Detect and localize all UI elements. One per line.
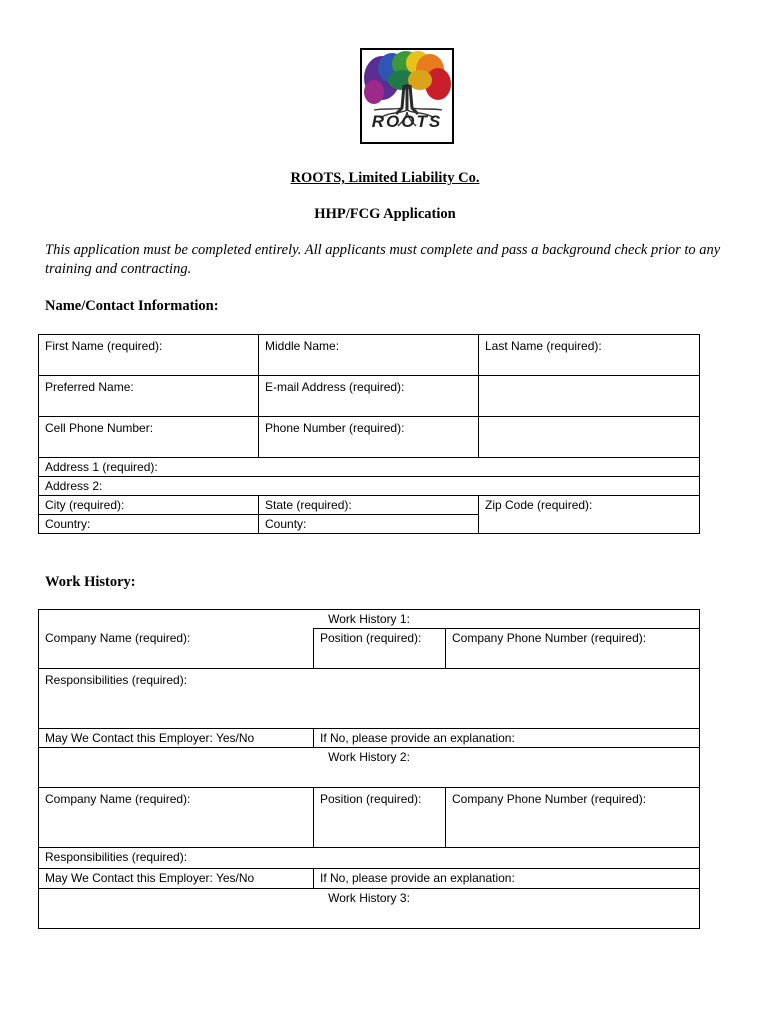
city-field[interactable] <box>39 496 259 515</box>
wh2-company-label: Company Name (required): <box>45 792 191 806</box>
first-name-field[interactable] <box>39 335 259 376</box>
email-label: E-mail Address (required): <box>265 380 405 394</box>
wh2-position-field[interactable] <box>314 788 446 848</box>
state-label: State (required): <box>265 498 352 512</box>
address1-label: Address 1 (required): <box>45 460 158 474</box>
country-label: Country: <box>45 517 91 531</box>
phone-label: Phone Number (required): <box>265 421 405 435</box>
company-name: ROOTS, Limited Liability Co. <box>290 170 480 186</box>
phone-extra-field[interactable] <box>479 417 700 458</box>
logo-text: ROOTS <box>371 112 443 131</box>
preferred-name-field[interactable] <box>39 376 259 417</box>
work-history-2-title-text: Work History 2: <box>328 750 410 764</box>
email-extra-field[interactable] <box>479 376 700 417</box>
wh2-may-contact-label: May We Contact this Employer: Yes/No <box>45 871 255 885</box>
wh1-position-field[interactable] <box>314 629 446 669</box>
first-name-label: First Name (required): <box>45 339 163 353</box>
wh2-company-phone-label: Company Phone Number (required): <box>452 792 647 806</box>
work-history-3-title-text: Work History 3: <box>328 891 410 905</box>
wh1-if-no-label: If No, please provide an explanation: <box>320 731 515 745</box>
wh2-company-phone-field[interactable] <box>446 788 700 848</box>
wh2-responsibilities-label: Responsibilities (required): <box>45 850 188 864</box>
last-name-label: Last Name (required): <box>485 339 602 353</box>
wh2-position-label: Position (required): <box>320 792 422 806</box>
wh2-if-no-label: If No, please provide an explanation: <box>320 871 515 885</box>
wh1-may-contact-field[interactable] <box>39 729 314 748</box>
preferred-name-label: Preferred Name: <box>45 380 134 394</box>
wh1-company-label: Company Name (required): <box>45 630 191 645</box>
wh2-responsibilities-field[interactable] <box>39 848 700 869</box>
last-name-field[interactable] <box>479 335 700 376</box>
wh1-company-field[interactable] <box>39 629 314 669</box>
middle-name-label: Middle Name: <box>265 339 340 353</box>
wh2-company-field[interactable] <box>39 788 314 848</box>
middle-name-field[interactable] <box>259 335 479 376</box>
work-history-1-title-text: Work History 1: <box>328 612 410 626</box>
wh1-company-phone-field[interactable] <box>446 629 700 669</box>
state-field[interactable] <box>259 496 479 515</box>
cell-phone-field[interactable] <box>39 417 259 458</box>
wh1-responsibilities-label: Responsibilities (required): <box>45 673 188 687</box>
country-field[interactable] <box>39 515 259 534</box>
work-history-1-title <box>39 610 700 629</box>
zip-field[interactable] <box>479 496 700 534</box>
address2-field[interactable] <box>39 477 700 496</box>
wh2-may-contact-field[interactable] <box>39 869 314 889</box>
wh1-if-no-field[interactable] <box>314 729 700 748</box>
address1-field[interactable] <box>39 458 700 477</box>
phone-field[interactable] <box>259 417 479 458</box>
email-field[interactable] <box>259 376 479 417</box>
cell-phone-label: Cell Phone Number: <box>45 421 154 435</box>
city-label: City (required): <box>45 498 125 512</box>
county-label: County: <box>265 517 307 531</box>
work-history-table <box>38 609 700 929</box>
contact-table <box>38 334 700 534</box>
zip-label: Zip Code (required): <box>485 498 593 512</box>
wh1-responsibilities-field[interactable] <box>39 669 700 729</box>
address2-label: Address 2: <box>45 479 103 493</box>
wh1-position-label: Position (required): <box>320 631 422 645</box>
wh2-if-no-field[interactable] <box>314 869 700 889</box>
county-field[interactable] <box>259 515 479 534</box>
contact-heading: Name/Contact Information: <box>45 298 219 314</box>
intro-text: This application must be completed entirely. All applicants must complete and pass a background check prior to any training and contracting. <box>45 242 721 277</box>
work-history-3-title <box>39 889 700 929</box>
work-history-2-title <box>39 748 700 788</box>
wh1-may-contact-label: May We Contact this Employer: Yes/No <box>45 731 255 745</box>
form-title: HHP/FCG Application <box>314 206 456 222</box>
wh1-company-phone-label: Company Phone Number (required): <box>452 631 647 645</box>
work-history-heading: Work History: <box>45 574 136 590</box>
company-logo <box>360 48 454 144</box>
